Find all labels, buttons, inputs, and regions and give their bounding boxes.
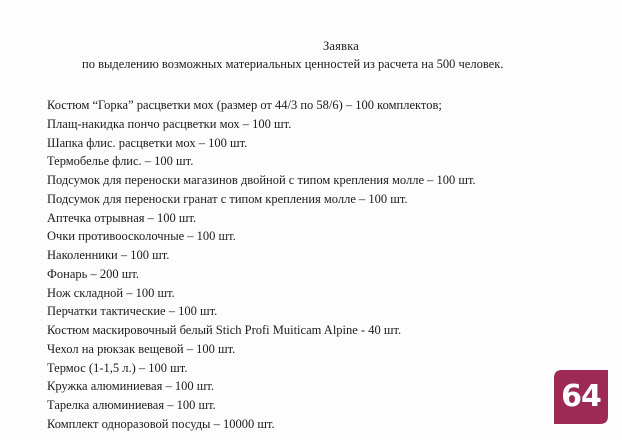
list-item: Кружка алюминиевая – 100 шт. — [47, 379, 214, 394]
list-item: Плащ-накидка пончо расцветки мох – 100 шт. — [47, 116, 292, 131]
list-item: Аптечка отрывная – 100 шт. — [47, 210, 197, 225]
items-list — [47, 96, 476, 434]
list-item: Термобелье флис. – 100 шт. — [47, 154, 194, 169]
list-item: Очки противоосколочные – 100 шт. — [47, 229, 236, 244]
logo-text: 64 — [561, 379, 601, 414]
list-item: Подсумок для переноски гранат с типом крепления молле – 100 шт. — [47, 191, 408, 206]
list-item: Наколенники – 100 шт. — [47, 248, 170, 262]
list-item: Костюм маскировочный белый Stich Profi Muiticam Alpine - 40 шт. — [47, 323, 402, 337]
list-item: Термос (1-1,5 л.) – 100 шт. — [47, 360, 188, 375]
list-item: Тарелка алюминиевая – 100 шт. — [47, 398, 216, 412]
list-item: Костюм “Горка” расцветки мох (размер от 44/3 по 58/6) – 100 комплектов; — [47, 98, 442, 112]
list-item: Перчатки тактические – 100 шт. — [47, 304, 218, 319]
list-item: Чехол на рюкзак вещевой – 100 шт. — [47, 341, 236, 356]
list-item: Шапка флис. расцветки мох – 100 шт. — [47, 135, 248, 150]
document-subtitle: по выделению возможных материальных ценностей из расчета на 500 человек. — [82, 57, 504, 71]
list-item: Фонарь – 200 шт. — [47, 266, 139, 281]
list-item: Нож складной – 100 шт. — [47, 285, 175, 300]
list-item: Комплект одноразовой посуды – 10000 шт. — [47, 416, 275, 431]
list-item: Подсумок для переноски магазинов двойной с типом крепления молле – 100 шт. — [47, 173, 476, 187]
site-logo — [554, 370, 608, 424]
document-title: Заявка — [322, 39, 360, 53]
